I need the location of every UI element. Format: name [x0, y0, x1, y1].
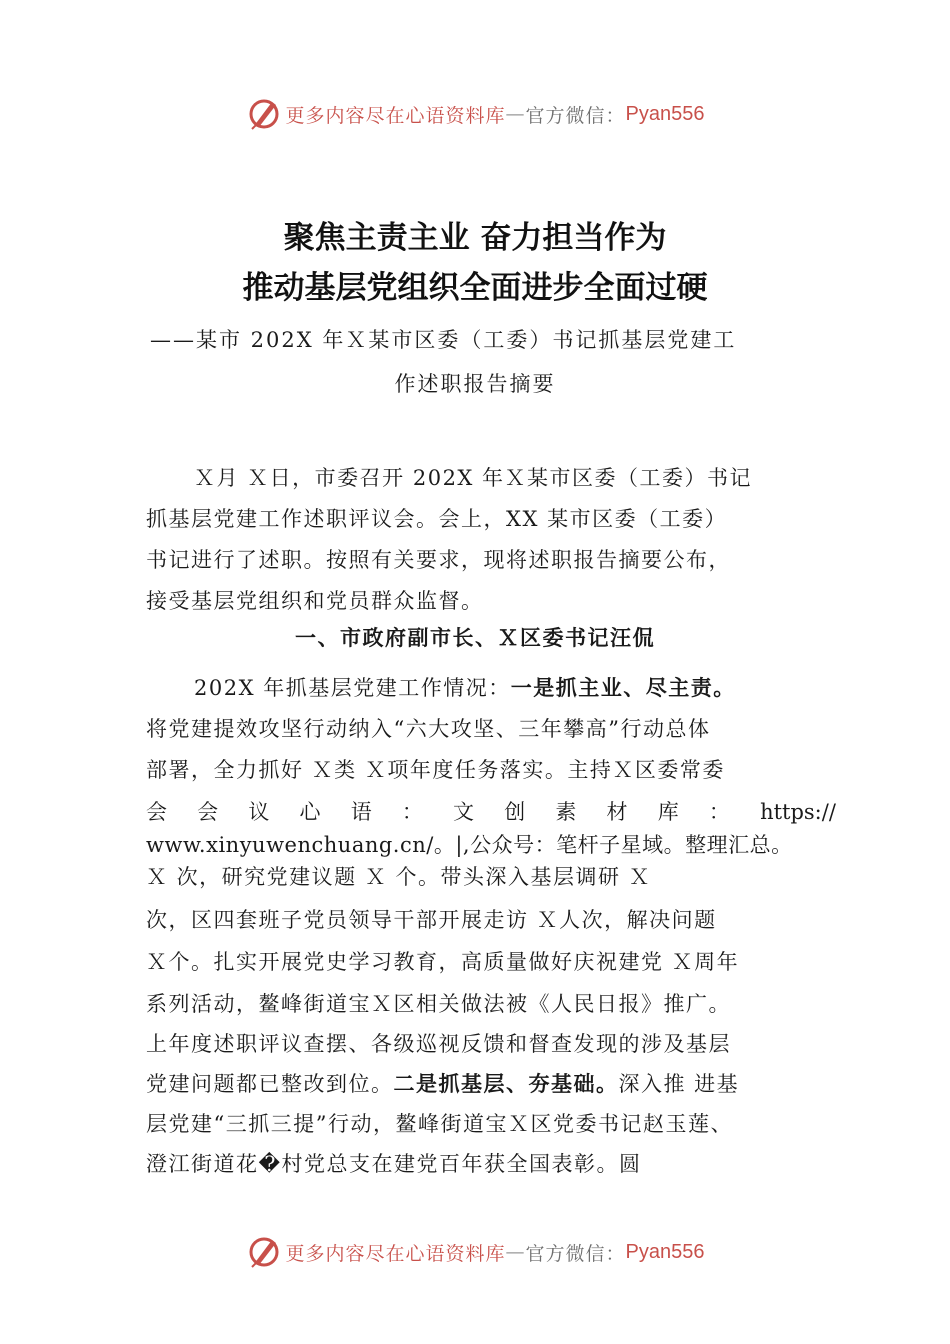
spread-char: 会 — [197, 800, 219, 824]
intro-line-3: 书记进行了述职。按照有关要求，现将述职报告摘要公布， — [146, 548, 731, 572]
banner-red-text: 更多内容尽在心语资料库 — [285, 1242, 506, 1265]
body-line-11-post: 深入推 进基 — [618, 1072, 740, 1096]
intro-line-2: 抓基层党建工作述职评议会。会上，XX 某市区委（工委） — [146, 507, 728, 531]
spread-char: 库 — [657, 800, 679, 824]
body-line-8: Ｘ个。扎实开展党史学习教育，高质量做好庆祝建党 Ｘ周年 — [146, 950, 740, 974]
footer-watermark-banner — [0, 1232, 950, 1272]
spread-char: 文 — [453, 800, 475, 824]
document-subtitle-line2: 作述职报告摘要 — [394, 372, 556, 396]
spread-char: 会 — [146, 800, 167, 824]
body-line-7: 次，区四套班子党员领导干部开展走访 Ｘ人次，解决问题 — [146, 908, 717, 932]
body-line-1 — [146, 668, 806, 708]
body-line-10: 上年度述职评议查摆、各级巡视反馈和督查发现的涉及基层 — [146, 1032, 731, 1056]
body-line-1-bold: 一是抓主业、尽主责。 — [510, 675, 736, 700]
spread-char: 语 — [350, 800, 372, 824]
document-subtitle-line1: ——某市 202X 年Ｘ某市区委（工委）书记抓基层党建工 — [150, 328, 737, 352]
body-line-11-text: 党建问题都已整改到位。 — [146, 1072, 394, 1096]
banner-wechat-id: Pyan556 — [625, 1240, 705, 1263]
spread-char: 创 — [504, 800, 526, 824]
spread-char: https:// — [760, 800, 836, 824]
banner-wechat-id: Pyan556 — [625, 102, 705, 125]
quill-logo-icon — [246, 96, 282, 132]
body-line-3: 部署，全力抓好 Ｘ类 Ｘ项年度任务落实。主持Ｘ区委常委 — [146, 758, 725, 782]
body-line-11-bold: 二是抓基层、夯基础。 — [393, 1071, 619, 1096]
banner-red-text: 更多内容尽在心语资料库 — [285, 104, 506, 127]
spread-char: 议 — [248, 800, 270, 824]
body-line-2: 将党建提效攻坚行动纳入“六大攻坚、三年攀高”行动总体 — [146, 717, 711, 741]
section-heading: 一、市政府副市长、Ｘ区委书记汪侃 — [295, 625, 655, 650]
spread-char: ： — [708, 800, 730, 824]
banner-dash: — — [505, 103, 526, 125]
intro-line-1: Ｘ月 Ｘ日，市委召开 202X 年Ｘ某市区委（工委）书记 — [194, 466, 753, 490]
spread-char: ： — [401, 800, 423, 824]
body-line-1-text: 202X 年抓基层党建工作情况： — [194, 676, 511, 700]
body-line-6: Ｘ 次，研究党建议题 Ｘ 个。带头深入基层调研 Ｘ — [146, 865, 652, 889]
body-line-9: 系列活动，鳌峰街道宝Ｘ区相关做法被《人民日报》推广。 — [146, 992, 731, 1016]
spread-char: 心 — [299, 800, 321, 824]
quill-logo-icon — [246, 1234, 282, 1270]
intro-line-4: 接受基层党组织和党员群众监督。 — [146, 589, 484, 613]
body-line-5: www.xinyuwenchuang.cn/。|,公众号：笔杆子星域。整理汇总。 — [146, 833, 793, 857]
header-watermark-banner — [0, 94, 950, 134]
spread-char: 材 — [606, 800, 628, 824]
body-line-13: 澄江街道花�村党总支在建党百年获全国表彰。圆 — [146, 1152, 642, 1176]
banner-gray-text: 官方微信： — [525, 104, 626, 127]
banner-dash: — — [505, 1241, 526, 1263]
spread-char: 素 — [555, 800, 577, 824]
document-title-line2: 推动基层党组织全面进步全面过硬 — [242, 270, 708, 306]
body-line-12: 层党建“三抓三提”行动，鳌峰街道宝Ｘ区党委书记赵玉莲、 — [146, 1112, 733, 1136]
document-title-line1: 聚焦主责主业 奋力担当作为 — [283, 220, 667, 256]
body-line-11 — [146, 1064, 806, 1104]
banner-gray-text: 官方微信： — [525, 1242, 626, 1265]
